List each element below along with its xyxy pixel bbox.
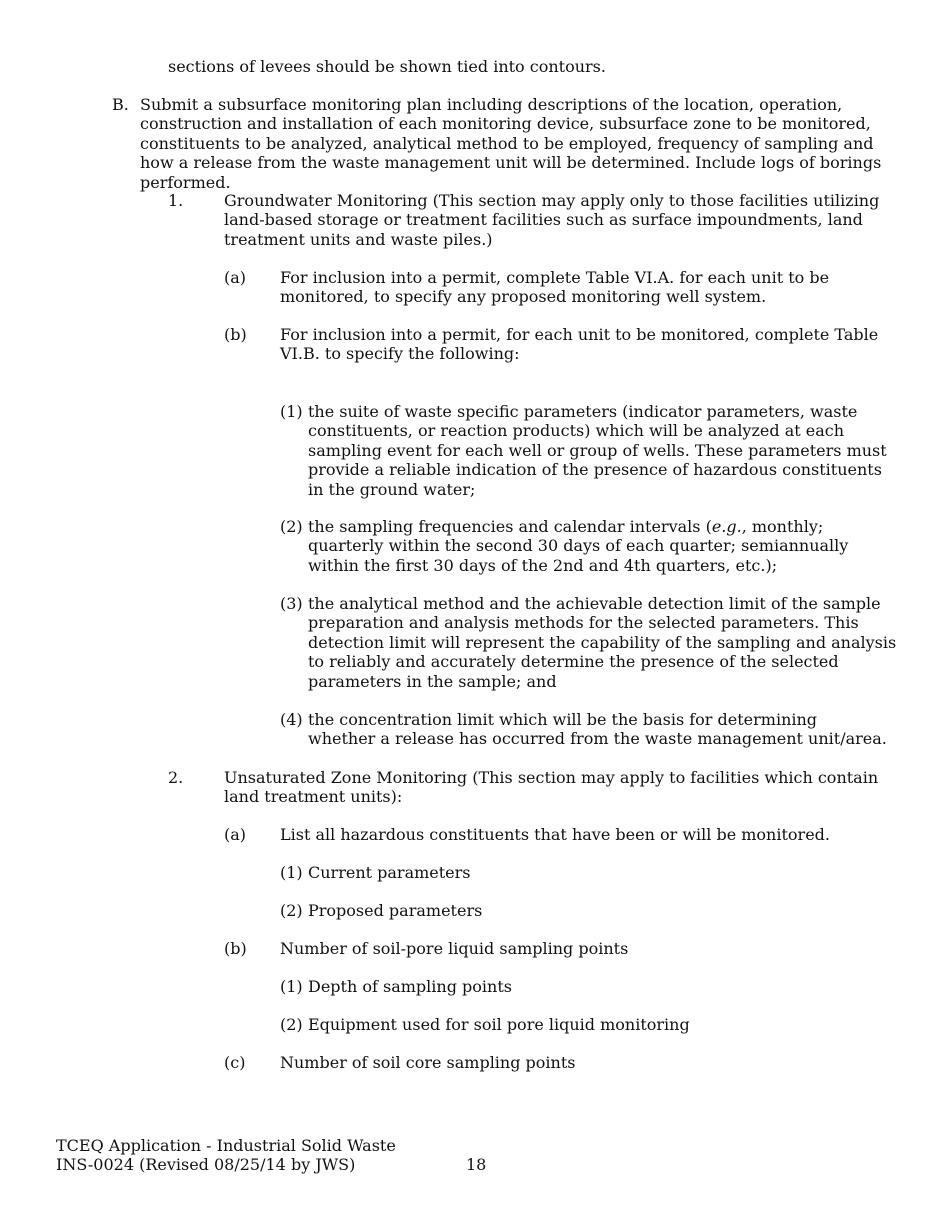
- footer-line2: INS-0024 (Revised 08/25/14 by JWS): [56, 1155, 356, 1174]
- item-1b-sub3-label: (3): [280, 594, 303, 613]
- item-1b-label: (b): [224, 325, 247, 344]
- item-2a-sub1-label: (1): [280, 863, 303, 882]
- item-2a-sub2-text: Proposed parameters: [308, 901, 483, 920]
- item-2c-text: Number of soil core sampling points: [280, 1053, 576, 1072]
- item-2-label: 2.: [168, 768, 184, 787]
- item-2b-sub2-text: Equipment used for soil pore liquid monitoring: [308, 1015, 690, 1034]
- item-1b-sub1-text: the suite of waste specific parameters (indicator parameters, waste constituents, or reaction products) which will be analyzed at each sampling event for each well or group of wells. These parameters must provide a reliable indication of the presence of hazardous constituents in the ground water;: [308, 402, 887, 499]
- page-number: 18: [466, 1155, 487, 1174]
- continuation-text: sections of levees should be shown tied into contours.: [168, 57, 606, 76]
- item-1a-text: For inclusion into a permit, complete Table VI.A. for each unit to be monitored, to specify any proposed monitoring well system.: [280, 268, 830, 307]
- item-2b-text: Number of soil-pore liquid sampling points: [280, 939, 629, 958]
- item-2b-label: (b): [224, 939, 247, 958]
- item-1b-sub1-label: (1): [280, 402, 303, 421]
- item-1-label: 1.: [168, 191, 184, 210]
- item-2a-sub2-label: (2): [280, 901, 303, 920]
- item-1b-sub4-text: the concentration limit which will be the basis for determining whether a release has occurred from the waste management unit/area.: [308, 710, 887, 749]
- item-2a-text: List all hazardous constituents that have been or will be monitored.: [280, 825, 830, 844]
- item-2a-sub1-text: Current parameters: [308, 863, 471, 882]
- item-2-text: Unsaturated Zone Monitoring (This section may apply to facilities which contain land treatment units):: [224, 768, 879, 807]
- item-2b-sub1-label: (1): [280, 977, 303, 996]
- item-2c-label: (c): [224, 1053, 246, 1072]
- item-1b-text: For inclusion into a permit, for each unit to be monitored, complete Table VI.B. to specify the following:: [280, 325, 879, 364]
- section-b-text: Submit a subsurface monitoring plan including descriptions of the location, operation, construction and installation of each monitoring device, subsurface zone to be monitored, constituents to be analyzed, analytical method to be employed, frequency of sampling and how a release from the waste management unit will be determined. Include logs of borings performed.: [140, 95, 882, 192]
- item-2b-sub2-label: (2): [280, 1015, 303, 1034]
- item-2a-label: (a): [224, 825, 247, 844]
- item-1-text: Groundwater Monitoring (This section may apply only to those facilities utilizing land-based storage or treatment facilities such as surface impoundments, land treatment units and waste piles.): [224, 191, 880, 249]
- item-2b-sub1-text: Depth of sampling points: [308, 977, 512, 996]
- item-1b-sub2-text: the sampling frequencies and calendar intervals (e.g., monthly; quarterly within the second 30 days of each quarter; semiannually within the first 30 days of the 2nd and 4th quarters, etc.);: [308, 517, 849, 575]
- item-1b-sub2-label: (2): [280, 517, 303, 536]
- item-1b-sub4-label: (4): [280, 710, 303, 729]
- item-1b-sub3-text: the analytical method and the achievable detection limit of the sample preparation and analysis methods for the selected parameters. This detection limit will represent the capability of the sampling and analysis to reliably and accurately determine the presence of the selected parameters in the sample; and: [308, 594, 897, 691]
- section-b-label: B.: [112, 95, 129, 114]
- item-1a-label: (a): [224, 268, 247, 287]
- footer-line1: TCEQ Application - Industrial Solid Waste: [56, 1136, 396, 1155]
